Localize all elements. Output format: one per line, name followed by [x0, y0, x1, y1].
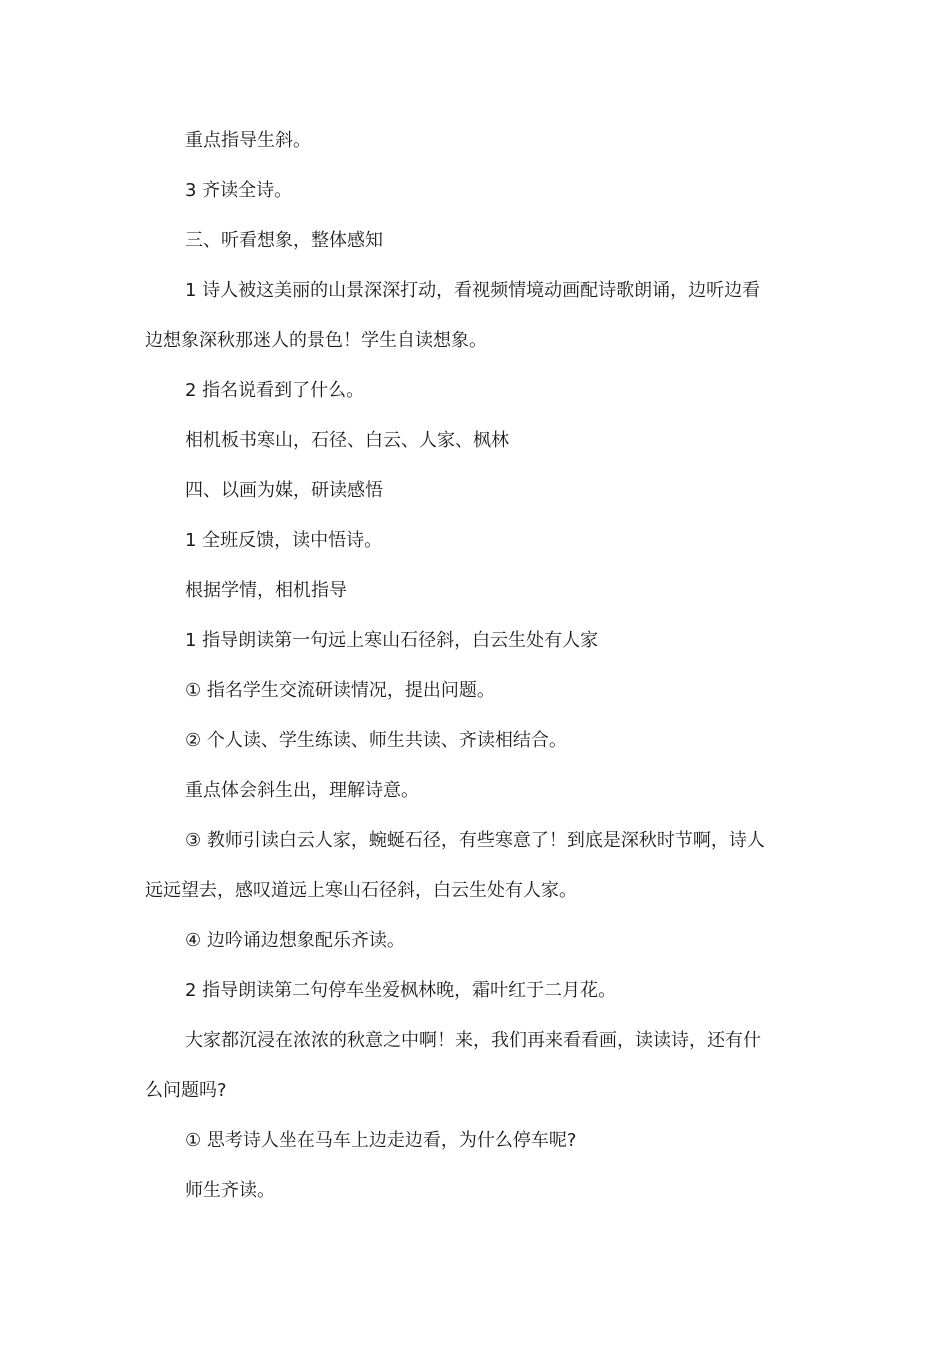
section-heading-3: 三、听看想象，整体感知 — [185, 230, 383, 251]
paragraph-5: 2 指名说看到了什么。 — [185, 380, 365, 401]
paragraph-1: 重点指导生斜。 — [185, 130, 311, 151]
paragraph-11: ① 指名学生交流研读情况，提出问题。 — [185, 680, 495, 701]
paragraph-18: ① 思考诗人坐在马车上边走边看，为什么停车呢? — [185, 1130, 577, 1151]
paragraph-19: 师生齐读。 — [185, 1180, 275, 1201]
section-heading-4: 四、以画为媒，研读感悟 — [185, 480, 383, 501]
paragraph-13: 重点体会斜生出，理解诗意。 — [185, 780, 419, 801]
paragraph-9: 根据学情，相机指导 — [185, 580, 347, 601]
paragraph-16: 2 指导朗读第二句停车坐爱枫林晚，霜叶红于二月花。 — [185, 980, 617, 1001]
paragraph-8: 1 全班反馈，读中悟诗。 — [185, 530, 383, 551]
paragraph-17: 大家都沉浸在浓浓的秋意之中啊！来，我们再来看看画，读读诗，还有什么问题吗? — [145, 1030, 761, 1101]
paragraph-15: ④ 边吟诵边想象配乐齐读。 — [185, 930, 405, 951]
paragraph-2: 3 齐读全诗。 — [185, 180, 293, 201]
paragraph-12: ② 个人读、学生练读、师生共读、齐读相结合。 — [185, 730, 567, 751]
paragraph-6: 相机板书寒山，石径、白云、人家、枫林 — [185, 430, 509, 451]
paragraph-14: ③ 教师引读白云人家，蜿蜒石径，有些寒意了！到底是深秋时节啊，诗人远远望去，感叹道远上寒山石径斜，白云生处有人家。 — [145, 830, 765, 901]
paragraph-10: 1 指导朗读第一句远上寒山石径斜，白云生处有人家 — [185, 630, 599, 651]
paragraph-4: 1 诗人被这美丽的山景深深打动，看视频情境动画配诗歌朗诵，边听边看边想象深秋那迷人的景色！学生自读想象。 — [145, 280, 761, 351]
